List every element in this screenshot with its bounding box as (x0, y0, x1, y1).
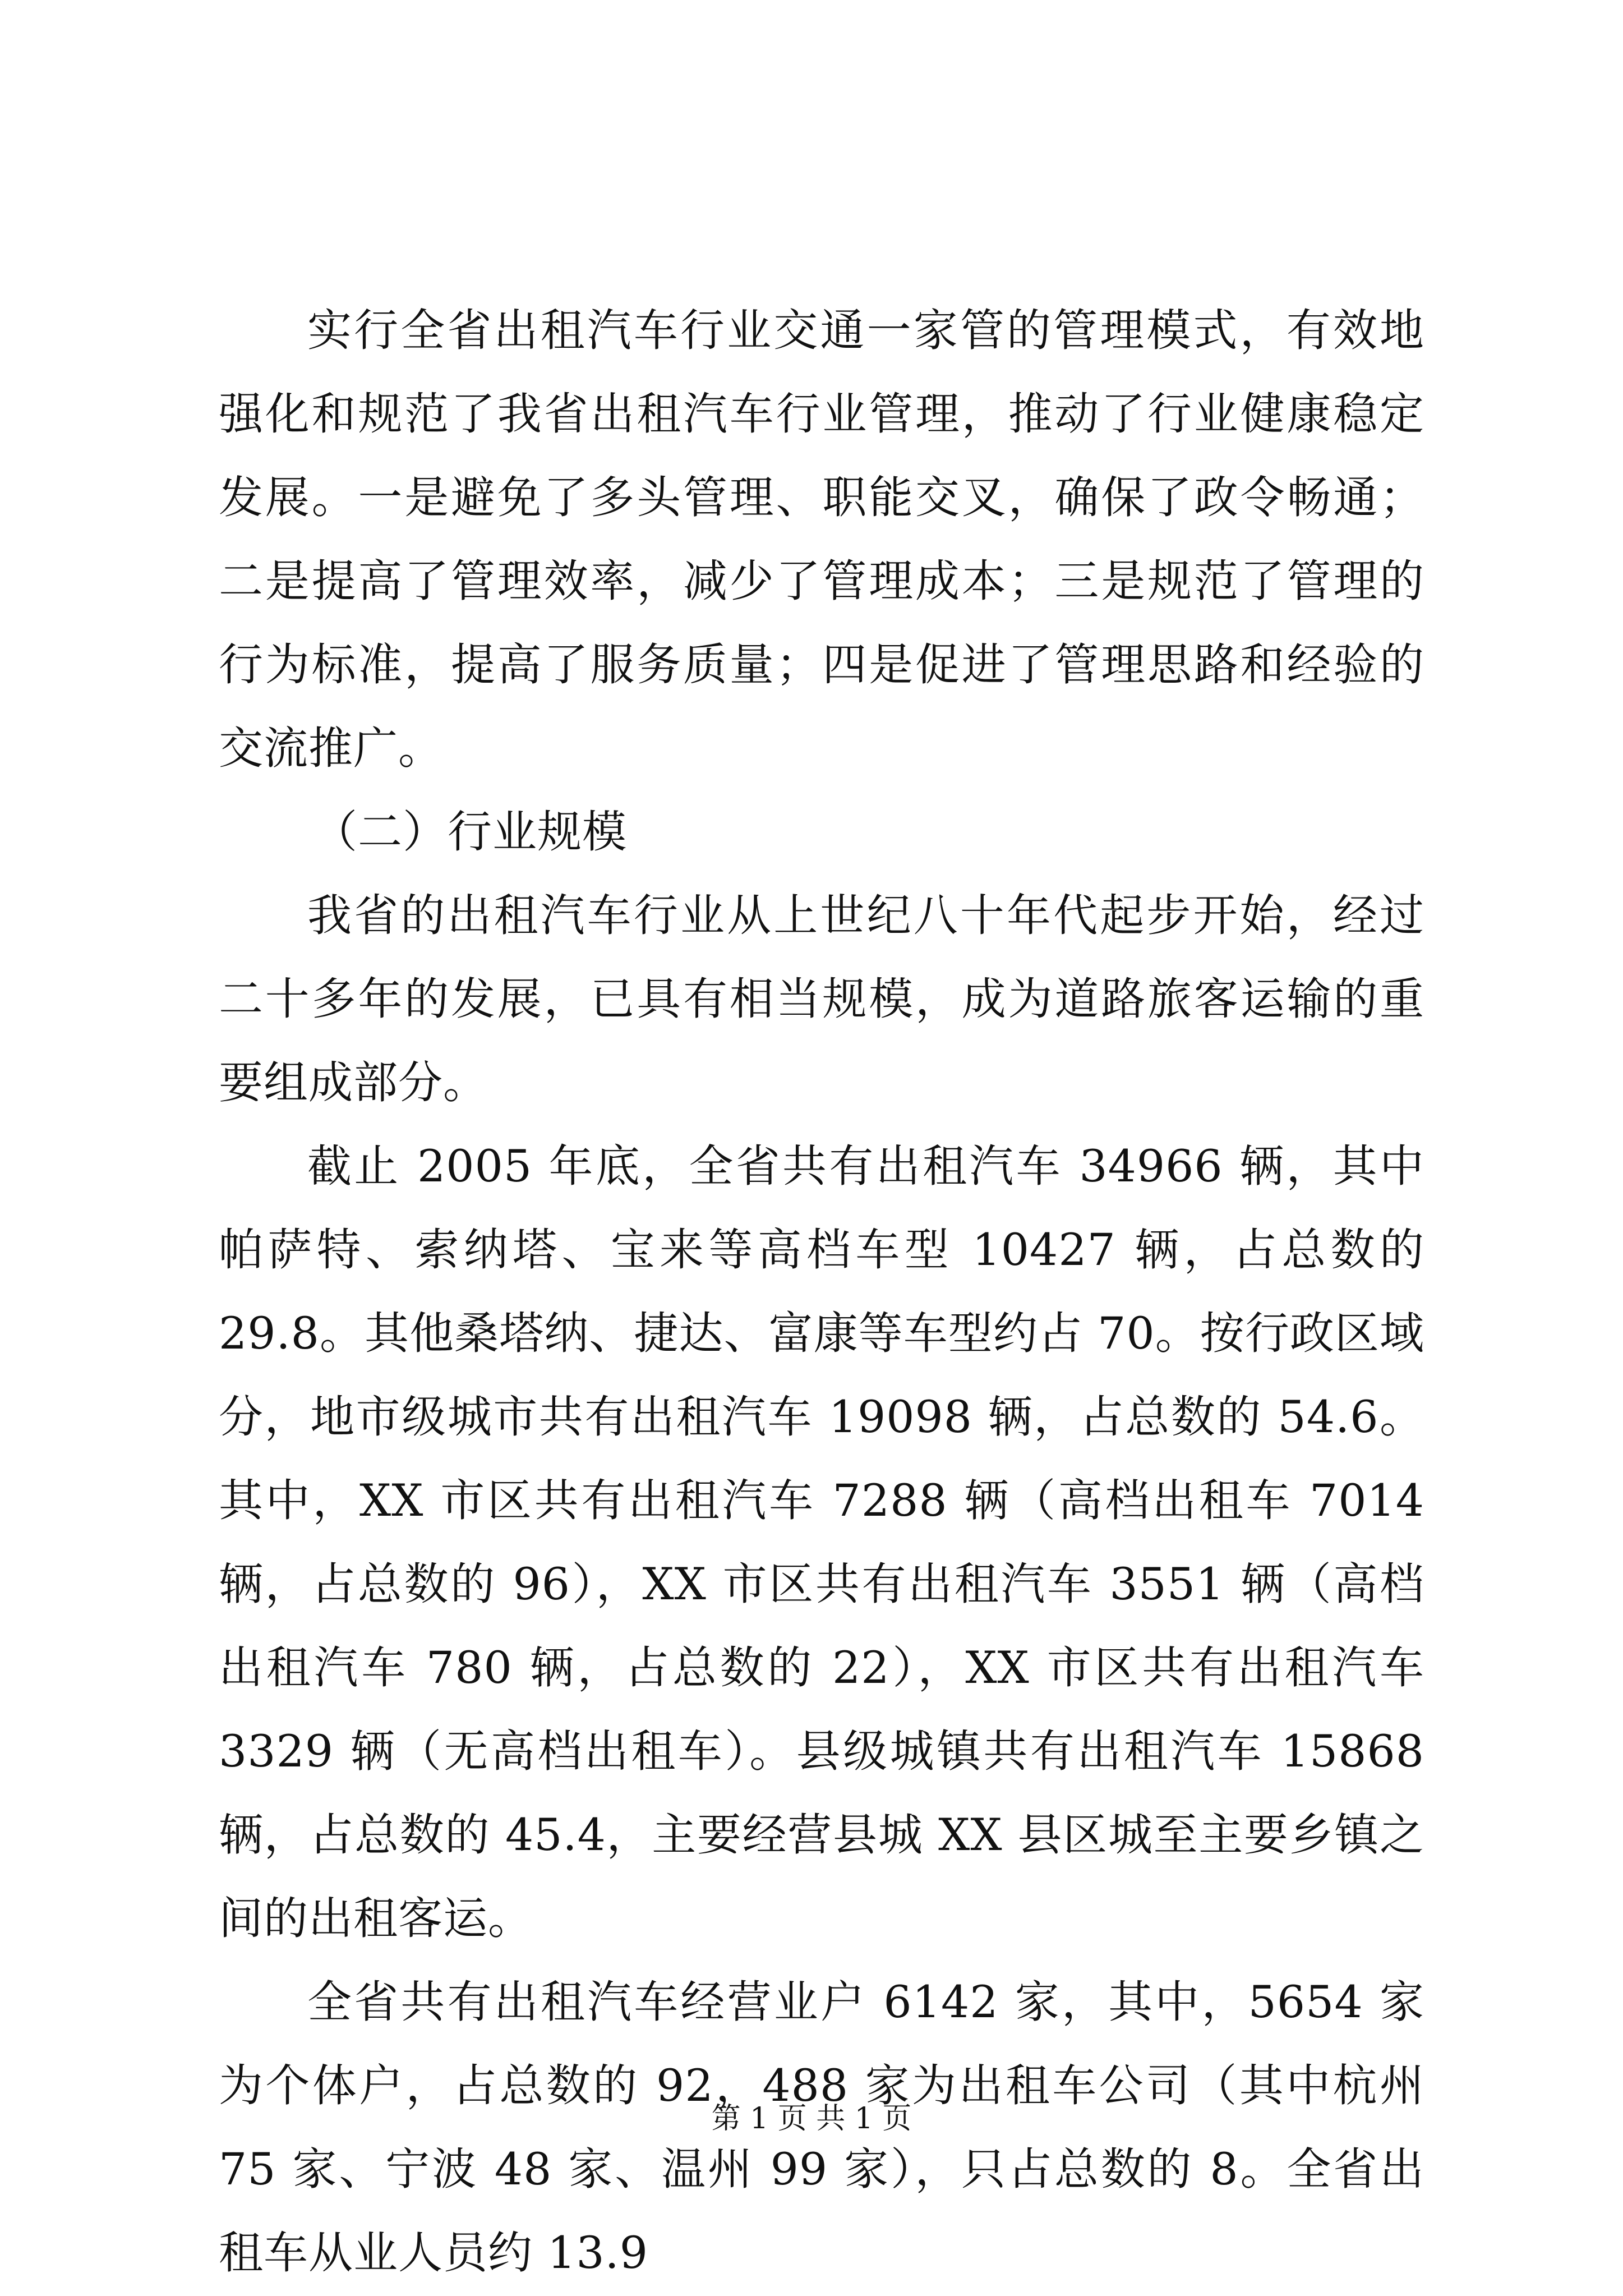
paragraph-vehicle-statistics: 截止 2005 年底，全省共有出租汽车 34966 辆，其中帕萨特、索纳塔、宝来等高档车型 10427 辆，占总数的 29.8。其他桑塔纳、捷达、富康等车型约占 70。按行政区域分，地市级城市共有出租汽车 19098 辆，占总数的 54.6。其中，XX 市区共有出租汽车 7288 辆（高档出租车 7014 辆，占总数的 96），XX 市区共有出租汽车 3551 辆（高档出租汽车 780 辆，占总数的 22），XX 市区共有出租汽车 3329 辆（无高档出租车）。县级城镇共有出租汽车 15868 辆，占总数的 45.4，主要经营县城 XX 县区城至主要乡镇之间的出租客运。 (219, 1140, 1424, 1944)
section-heading-industry-scale: （二）行业规模 (313, 806, 627, 858)
paragraph-operator-statistics: 全省共有出租汽车经营业户 6142 家，其中，5654 家为个体户，占总数的 92，488 家为出租车公司（其中杭州 75 家、宁波 48 家、温州 99 家），只占总数的 8。全省出租车从业人员约 13.9 (219, 1976, 1424, 2279)
paragraph-industry-history: 我省的出租汽车行业从上世纪八十年代起步开始，经过二十多年的发展，已具有相当规模，成为道路旅客运输的重要组成部分。 (219, 890, 1424, 1108)
document-body (219, 289, 1424, 2295)
page-footer: 第 1 页 共 1 页 (711, 2102, 912, 2136)
paragraph-management-model: 实行全省出租汽车行业交通一家管的管理模式，有效地强化和规范了我省出租汽车行业管理，推动了行业健康稳定发展。一是避免了多头管理、职能交叉，确保了政令畅通；二是提高了管理效率，减少了管理成本；三是规范了管理的行为标准，提高了服务质量；四是促进了管理思路和经验的交流推广。 (219, 305, 1424, 774)
